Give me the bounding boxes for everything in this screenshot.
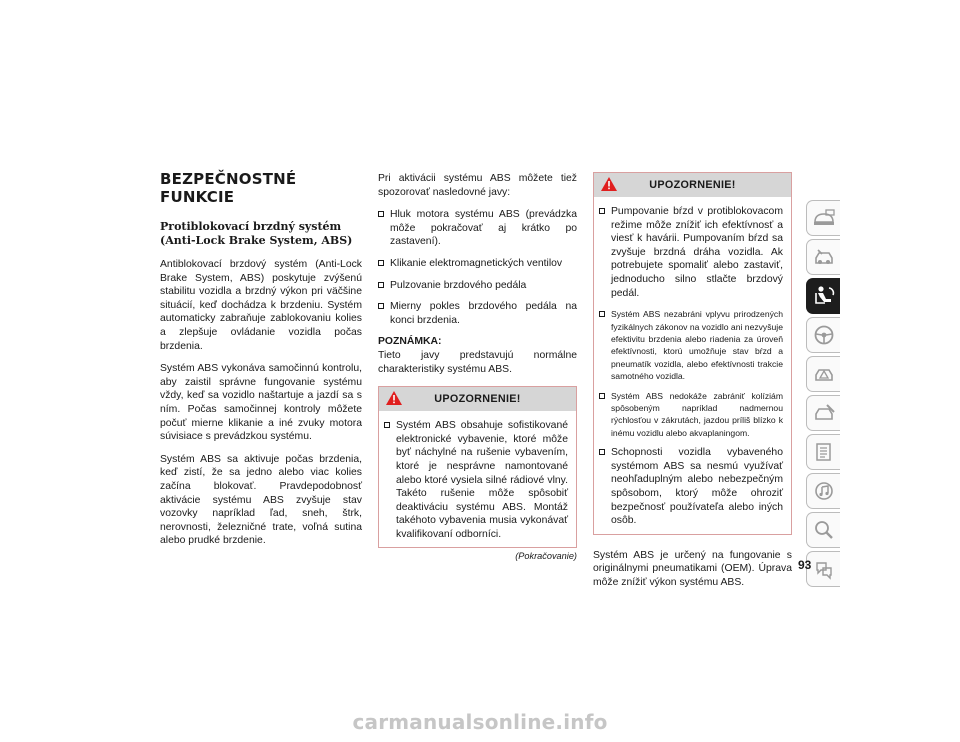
tab-specs[interactable] <box>806 434 840 470</box>
car-dashboard-icon <box>812 208 836 228</box>
languages-icon <box>813 558 835 580</box>
paragraph-abs-tires: Systém ABS je určený na fungovanie s originálnymi pneumatikami (OEM). Úprava môže znížiť výkon systému ABS. <box>593 549 792 588</box>
column-left <box>160 170 362 557</box>
tab-driving[interactable] <box>806 317 840 353</box>
watermark: carmanualsonline.info <box>352 710 608 734</box>
list-item: Pulzovanie brzdového pedála <box>378 279 577 293</box>
list-item: Systém ABS obsahuje sofistikované elektronické vybavenie, ktoré môže byť náchylné na rušenie vybavením, ktoré je nesprávne namontované alebo ktoré vysiela silné rádiové vlny. Takéto rušenie môže spôsobiť deaktiváciu systému ABS. Montáž takéhoto vybavenia musia vykonávať kvalifikovaní odborníci. <box>384 419 568 541</box>
note-text: Tieto javy predstavujú normálne charakteristiky systému ABS. <box>378 349 577 375</box>
paragraph-abs-activation: Systém ABS sa aktivuje počas brzdenia, keď zistí, že sa jedno alebo viac kolies začína blokovať. Pravdepodobnosť aktivácie systému ABS zvyšuje stav vozovky napríklad ľad, sneh, štrk, nerovnosti, železničné trate, voľná sutina alebo prudké brzdenie. <box>160 453 362 547</box>
paragraph-abs-phenomena: Pri aktivácii systému ABS môžete tiež spozorovať nasledovné javy: <box>378 173 577 198</box>
section-title: BEZPEČNOSTNÉ FUNKCIE <box>160 170 297 206</box>
warning-triangle-icon <box>600 176 618 192</box>
car-key-icon <box>812 247 836 267</box>
subsection-title: Protiblokovací brzdný systém (Anti-Lock Brake System, ABS) <box>160 220 353 247</box>
tab-keys[interactable] <box>806 239 840 275</box>
warning-box <box>593 172 792 535</box>
warning-title: UPOZORNENIE! <box>434 393 521 406</box>
list-item: Mierny pokles brzdového pedála na konci brzdenia. <box>378 300 577 327</box>
paragraph-abs-intro: Antiblokovací brzdový systém (Anti-Lock Brake System, ABS) poskytuje zvýšenú stabilitu vozidla a brzdný výkon pri väčšine situácií, keď dochádza k brzdeniu. Systém automaticky zabraňuje zablokovaniu kolies a zlepšuje ovládanie vozidla počas brzdenia. <box>160 259 362 352</box>
airbag-seat-icon <box>812 285 836 307</box>
list-item: Pumpovanie bŕzd v protiblokovacom režime môže znížiť ich efektívnosť a viesť k havárii. Pumpovaním bŕzd sa zvyšuje brzdná dráha vozidla. Ak potrebujete spomaliť alebo zastaviť, jednoducho silno stlačte brzdový pedál. <box>599 205 783 300</box>
steering-wheel-icon <box>813 324 835 346</box>
warning-title: UPOZORNENIE! <box>649 179 736 191</box>
tab-dashboard[interactable] <box>806 200 840 236</box>
note-title: POZNÁMKA: <box>378 336 442 348</box>
car-service-icon <box>812 403 836 423</box>
specifications-icon <box>813 441 835 463</box>
warning-car-icon <box>812 364 836 384</box>
tab-index[interactable] <box>806 512 840 548</box>
warning-header <box>594 173 791 197</box>
tab-service[interactable] <box>806 395 840 431</box>
page-number: 93 <box>798 558 812 572</box>
tab-emergency[interactable] <box>806 356 840 392</box>
phenomena-list <box>378 208 577 327</box>
column-right <box>593 172 792 599</box>
warning-header <box>379 387 576 411</box>
list-item: Schopnosti vozidla vybaveného systémom ABS sa nesmú využívať neohľaduplným alebo nebezpečným spôsobom, ktorý môže ohroziť bezpečnosť používateľa alebo iných osôb. <box>599 446 783 528</box>
list-item: Systém ABS nezabráni vplyvu prirodzených fyzikálnych zákonov na vozidlo ani nezvyšuje efektivitu brzdenia alebo riadenia za úroveň efektívnosti, ktorú umožňuje stav bŕzd a pneumatík vozidla, alebo efektívnosti trakcie samotného vozidla. <box>599 308 783 382</box>
paragraph-abs-selftest: Systém ABS vykonáva samočinnú kontrolu, aby zaistil správne fungovanie systému vždy, keď sa vozidlo naštartuje a jazdí sa s ním. Počas samočinnej kontroly môžete počuť mierne klikanie a iné zvuky motora súvisiace s prevádzkou systému. <box>160 363 362 443</box>
warning-box <box>378 386 577 548</box>
audio-media-icon <box>813 480 835 502</box>
list-item: Systém ABS nedokáže zabrániť kolíziám spôsobeným napríklad nadmernou rýchlosťou v zákrutách, jazdou príliš blízko k inému vozidlu alebo akvaplaningom. <box>599 390 783 440</box>
column-middle <box>378 172 577 561</box>
tab-safety[interactable] <box>806 278 840 314</box>
list-item: Klikanie elektromagnetických ventilov <box>378 257 577 271</box>
search-icon <box>813 519 835 541</box>
tab-multimedia[interactable] <box>806 473 840 509</box>
continued-label: (Pokračovanie) <box>515 551 577 562</box>
warning-triangle-icon <box>385 390 403 406</box>
list-item: Hluk motora systému ABS (prevádzka môže pokračovať aj krátko po zastavení). <box>378 208 577 249</box>
chapter-tabs <box>806 200 840 590</box>
